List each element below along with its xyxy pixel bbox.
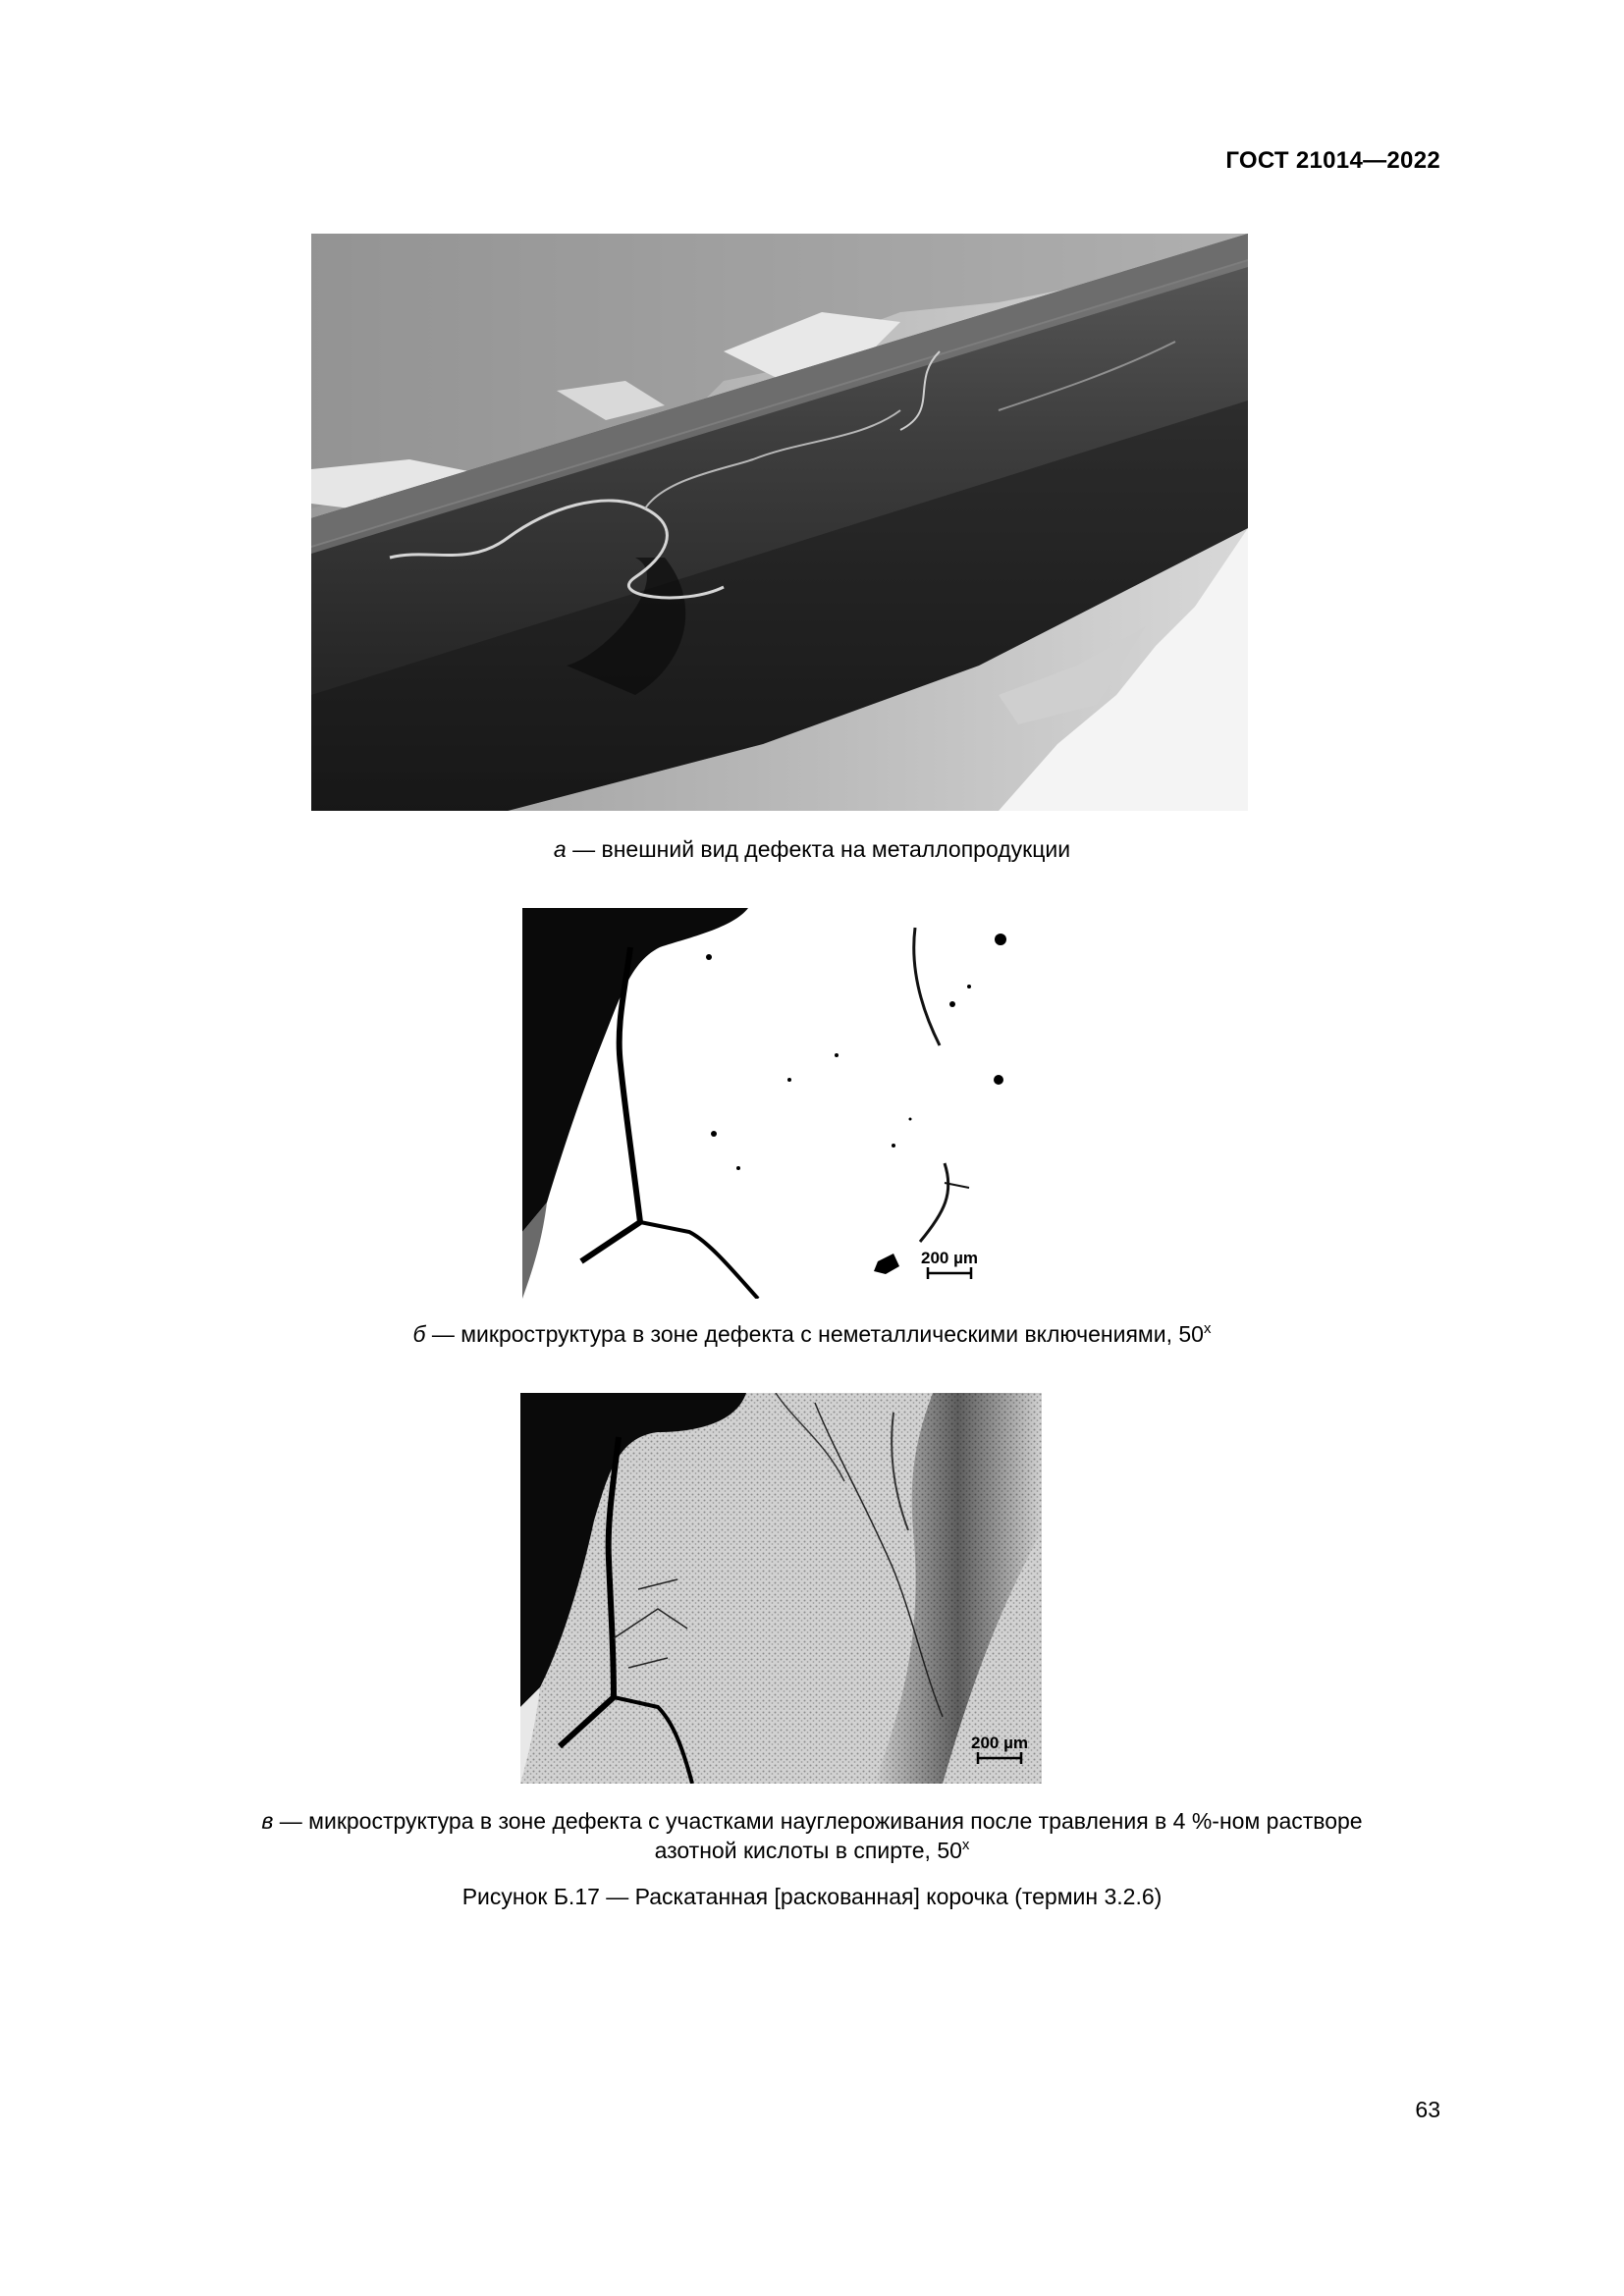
caption-figure-a	[0, 834, 1624, 864]
caption-letter-v: в	[261, 1808, 274, 1834]
caption-figure-v	[0, 1806, 1624, 1865]
micrograph-carburization	[520, 1393, 1042, 1784]
document-header: ГОСТ 21014—2022	[1225, 147, 1440, 174]
caption-figure-b	[0, 1319, 1624, 1349]
caption-text-v-line1: — микроструктура в зоне дефекта с участками науглероживания после травления в 4 %-ном растворе	[273, 1808, 1363, 1834]
caption-letter-b: б	[412, 1321, 426, 1347]
magnification-sup-v: х	[961, 1837, 970, 1853]
page-number: 63	[1415, 2097, 1440, 2122]
caption-text-v-line2: азотной кислоты в спирте, 50	[654, 1838, 962, 1863]
photo-defect-external-view	[311, 234, 1248, 811]
caption-letter-a: а	[553, 836, 567, 862]
scale-label-v: 200 µm	[971, 1734, 1028, 1752]
scale-label-b: 200 µm	[921, 1249, 978, 1267]
figure-title: Рисунок Б.17 — Раскатанная [раскованная] корочка (термин 3.2.6)	[461, 1884, 1163, 1909]
caption-v-line1	[0, 1806, 1624, 1836]
micrograph-inclusions	[522, 908, 1032, 1299]
caption-v-line2	[0, 1836, 1624, 1865]
caption-text-b: — микроструктура в зоне дефекта с неметаллическими включениями, 50	[425, 1321, 1204, 1347]
caption-text-a: — внешний вид дефекта на металлопродукции	[566, 836, 1071, 862]
magnification-sup-b: х	[1203, 1320, 1212, 1337]
